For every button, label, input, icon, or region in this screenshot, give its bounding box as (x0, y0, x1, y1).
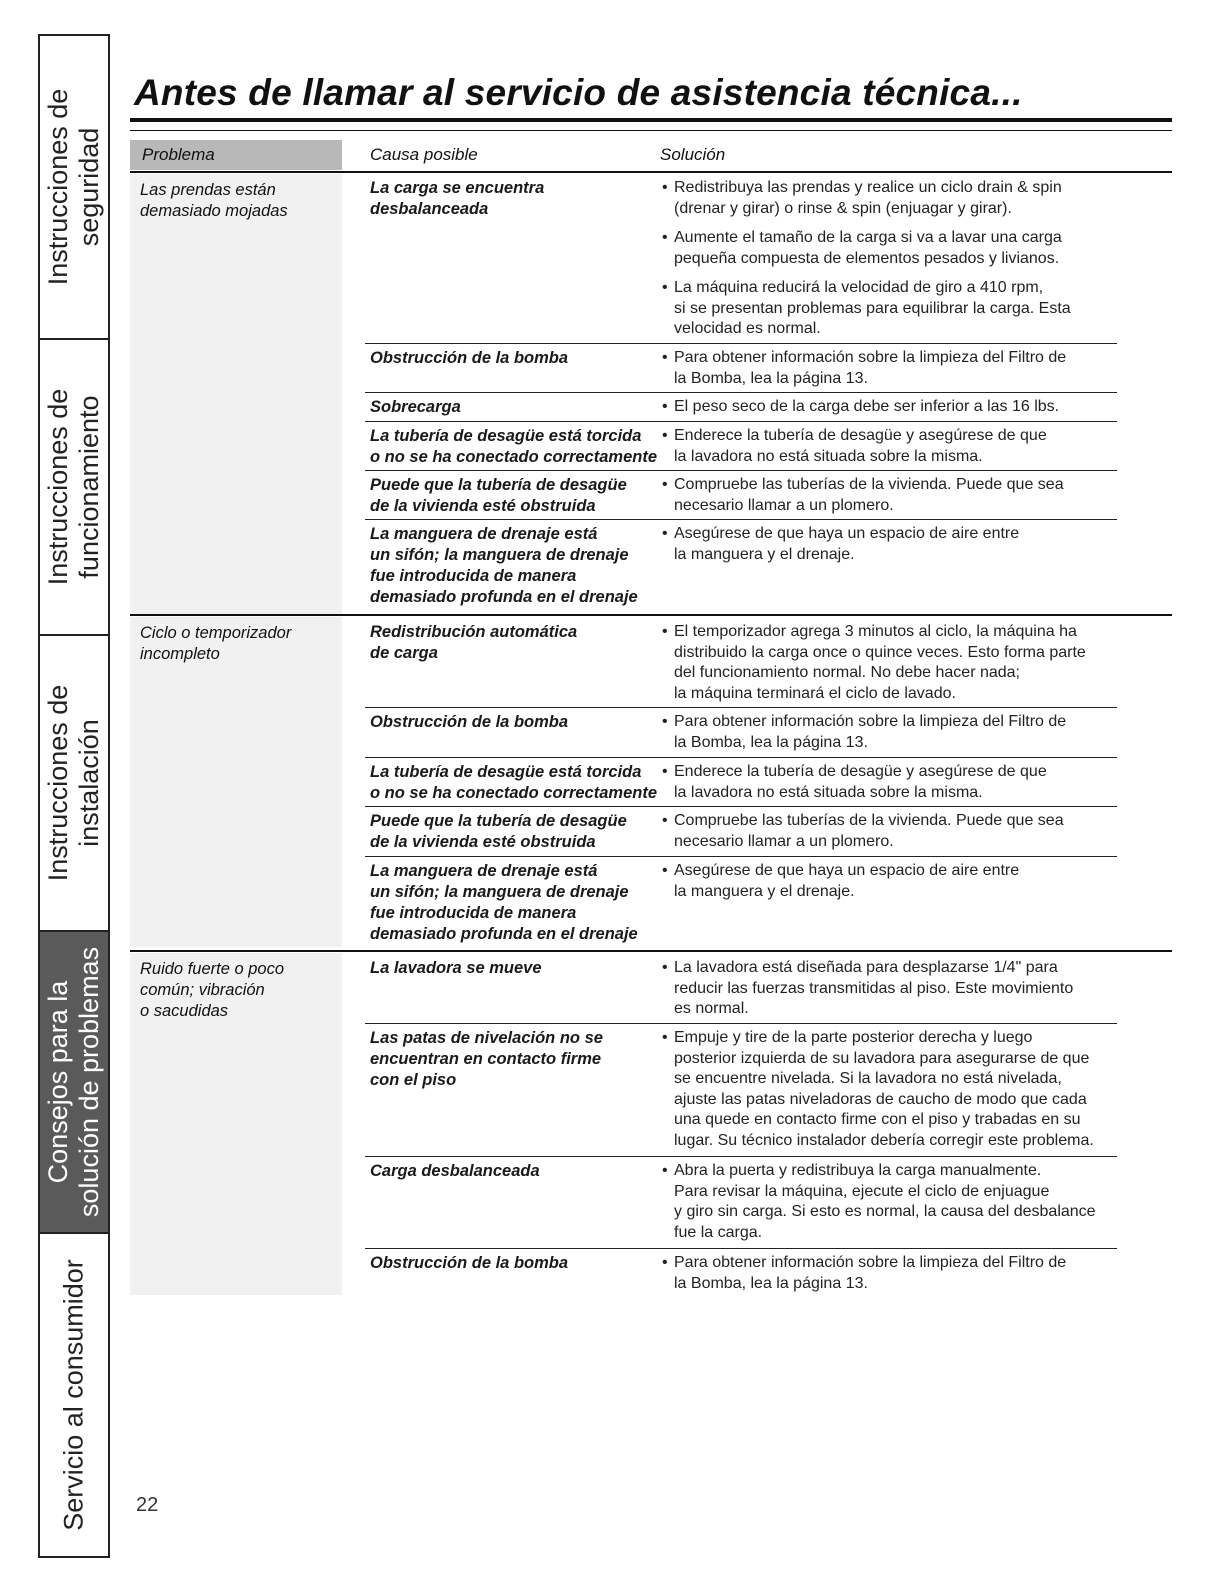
problem-line: o sacudidas (140, 1002, 229, 1020)
cause-text: Puede que la tubería de desagüe de la vivienda esté obstruida (370, 812, 627, 851)
problem-text (140, 959, 284, 1022)
cause-text: La manguera de drenaje está un sifón; la manguera de drenaje fue introducida de manera demasiado profunda en el drenaje (370, 525, 638, 606)
tab-label-line2: funcionamiento (74, 395, 104, 579)
problem-text (140, 623, 291, 665)
problem-line: Ciclo o temporizador (140, 624, 292, 642)
problem-cell (130, 953, 342, 1295)
problem-line: Las prendas están (140, 181, 276, 199)
problem-line: demasiado mojadas (140, 202, 288, 220)
cause-text: Sobrecarga (370, 398, 461, 416)
row-divider (365, 1248, 1117, 1249)
tab-safety[interactable] (40, 36, 108, 340)
tab-label-line1: Instrucciones de (43, 88, 73, 286)
tab-label-line2: solución de problemas (74, 946, 104, 1218)
cause-text: Redistribución automática de carga (370, 623, 578, 662)
solution-bullet: • Para obtener información sobre la limpieza del Filtro de la Bomba, lea la página 13. (660, 712, 1130, 753)
tab-consumer-service[interactable] (40, 1234, 108, 1556)
solution-bullet: • La máquina reducirá la velocidad de giro a 410 rpm, si se presentan problemas para equilibrar la carga. Esta velocidad es normal. (660, 278, 1130, 340)
tab-troubleshooting[interactable] (40, 932, 108, 1234)
group-divider (130, 950, 1172, 952)
cause-text: La lavadora se mueve (370, 959, 542, 977)
cause-text: Puede que la tubería de desagüe de la vivienda esté obstruida (370, 476, 627, 515)
cause-text: La manguera de drenaje está un sifón; la manguera de drenaje fue introducida de manera demasiado profunda en el drenaje (370, 862, 638, 943)
column-header-solution: Solución (660, 145, 726, 164)
problem-line: común; vibración (140, 981, 265, 999)
cause-text: La tubería de desagüe está torcida o no se ha conectado correctamente (370, 763, 658, 802)
problem-line: incompleto (140, 645, 220, 663)
solution-bullet: • Asegúrese de que haya un espacio de aire entre la manguera y el drenaje. (660, 524, 1130, 565)
page-title: Antes de llamar al servicio de asistencia técnica... (134, 72, 1023, 113)
solution-bullet: • Compruebe las tuberías de la vivienda. Puede que sea necesario llamar a un plomero. (660, 475, 1130, 516)
tab-label-line1: Servicio al consumidor (58, 1259, 89, 1531)
cause-text: Obstrucción de la bomba (370, 713, 569, 731)
tab-installation[interactable] (40, 636, 108, 932)
solution-bullet: • Abra la puerta y redistribuya la carga manualmente. Para revisar la máquina, ejecute el ciclo de enjuague y giro sin carga. Si esto es normal, la causa del desbalance fue la carga. (660, 1161, 1130, 1243)
group-divider (130, 614, 1172, 616)
solution-bullet: • Enderece la tubería de desagüe y asegúrese de que la lavadora no está situada sobre la misma. (660, 426, 1130, 467)
solution-bullet: • Compruebe las tuberías de la vivienda. Puede que sea necesario llamar a un plomero. (660, 811, 1130, 852)
row-divider (365, 806, 1117, 807)
tab-label-line2: instalación (74, 719, 104, 847)
solution-bullet: • Redistribuya las prendas y realice un ciclo drain & spin (drenar y girar) o rinse & spin (enjuagar y girar). (660, 178, 1130, 219)
solution-bullet: • Para obtener información sobre la limpieza del Filtro de la Bomba, lea la página 13. (660, 1253, 1130, 1294)
solution-bullet: • Asegúrese de que haya un espacio de aire entre la manguera y el drenaje. (660, 861, 1130, 902)
tab-label-line1: Instrucciones de (43, 684, 73, 882)
row-divider (365, 757, 1117, 758)
tab-label-line1: Instrucciones de (43, 388, 73, 586)
row-divider (365, 519, 1117, 520)
row-divider (365, 421, 1117, 422)
problem-text (140, 180, 288, 222)
solution-bullet: • Aumente el tamaño de la carga si va a lavar una carga pequeña compuesta de elementos pesados y livianos. (660, 228, 1130, 269)
cause-text: Obstrucción de la bomba (370, 1254, 569, 1272)
cause-text: Obstrucción de la bomba (370, 349, 569, 367)
column-header-problem: Problema (130, 140, 342, 170)
solution-bullet: • La lavadora está diseñada para desplazarse 1/4" para reducir las fuerzas transmitidas al piso. Este movimiento es normal. (660, 958, 1130, 1020)
solution-bullet: • El temporizador agrega 3 minutos al ciclo, la máquina ha distribuido la carga once o quince veces. Esto forma parte del funcionamiento normal. No debe hacer nada; la máquina terminará el ciclo de lavado. (660, 622, 1130, 704)
page-number: 22 (136, 1494, 159, 1516)
row-divider (365, 1023, 1117, 1024)
problem-cell (130, 174, 342, 614)
header-rule (130, 130, 1172, 131)
row-divider (365, 470, 1117, 471)
header-bottom-rule (130, 171, 1172, 173)
row-divider (365, 856, 1117, 857)
solution-bullet: • Para obtener información sobre la limpieza del Filtro de la Bomba, lea la página 13. (660, 348, 1130, 389)
row-divider (365, 1156, 1117, 1157)
row-divider (365, 392, 1117, 393)
tab-operation[interactable] (40, 340, 108, 636)
row-divider (365, 343, 1117, 344)
solution-bullet: • Enderece la tubería de desagüe y asegúrese de que la lavadora no está situada sobre la misma. (660, 762, 1130, 803)
tab-label-line1: Consejos para la (43, 980, 73, 1184)
title-rule (130, 118, 1172, 122)
cause-text: La carga se encuentra desbalanceada (370, 179, 545, 218)
solution-bullet: • El peso seco de la carga debe ser inferior a las 16 lbs. (660, 397, 1130, 418)
sidebar-tabs (38, 34, 110, 1558)
problem-line: Ruido fuerte o poco (140, 960, 285, 978)
column-header-cause: Causa posible (370, 145, 478, 164)
tab-label-line2: seguridad (74, 127, 104, 247)
row-divider (365, 707, 1117, 708)
problem-cell (130, 617, 342, 947)
cause-text: Las patas de nivelación no se encuentran en contacto firme con el piso (370, 1029, 603, 1089)
cause-text: La tubería de desagüe está torcida o no se ha conectado correctamente (370, 427, 658, 466)
solution-bullet: • Empuje y tire de la parte posterior derecha y luego posterior izquierda de su lavadora para asegurarse de que se encuentre nivelada. Si la lavadora no está nivelada, ajuste las patas niveladoras de caucho de modo que cada una quede en contacto firme con el piso y trabadas en su lugar. Su técnico instalador debería corregir este problema. (660, 1028, 1130, 1151)
cause-text: Carga desbalanceada (370, 1162, 540, 1180)
